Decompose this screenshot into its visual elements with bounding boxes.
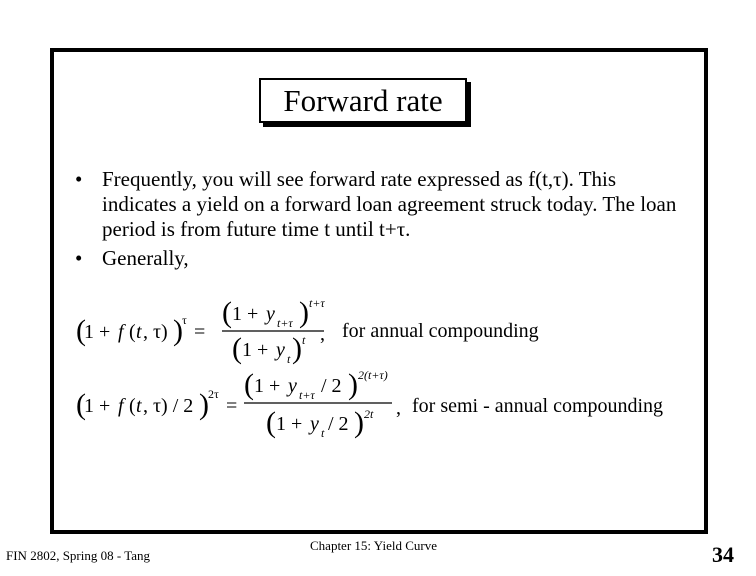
svg-text:1 +: 1 +	[276, 413, 303, 435]
svg-text:1 +: 1 +	[254, 375, 281, 397]
svg-text:,: ,	[396, 397, 401, 419]
svg-text:(: (	[232, 332, 242, 365]
svg-text:t: t	[302, 333, 306, 347]
svg-text:(: (	[129, 395, 136, 417]
svg-text:,: ,	[320, 323, 325, 345]
svg-text:=: =	[194, 321, 206, 343]
semiannual-caption: for semi - annual compounding	[412, 395, 664, 417]
svg-text:t+τ: t+τ	[277, 316, 293, 330]
svg-text:t: t	[136, 395, 142, 417]
svg-text:): )	[354, 406, 364, 439]
svg-text:(: (	[222, 296, 232, 329]
svg-text:(: (	[129, 321, 136, 343]
bullet-item	[72, 167, 692, 242]
slide-title: Forward rate	[259, 78, 467, 123]
title-box	[259, 78, 467, 123]
bullet-item	[72, 246, 692, 271]
svg-text:y: y	[310, 413, 319, 435]
svg-text:=: =	[226, 395, 238, 417]
equation-annual-graphic	[76, 296, 696, 370]
svg-text:t: t	[321, 426, 325, 440]
svg-text:/ 2: / 2	[321, 375, 342, 397]
svg-text:τ: τ	[182, 313, 187, 327]
bullet-text: Frequently, you will see forward rate expressed as f(t,τ). This indicates a yield on a forward loan agreement struck today. The loan period is from future time t until t+τ.	[102, 167, 677, 241]
svg-text:, τ) / 2: , τ) / 2	[143, 395, 194, 417]
svg-text:f: f	[118, 321, 124, 343]
footer-course: FIN 2802, Spring 08 - Tang	[6, 548, 151, 563]
svg-text:(: (	[266, 406, 276, 439]
svg-text:, τ): , τ)	[143, 321, 168, 343]
svg-text:1 +: 1 +	[84, 395, 111, 417]
equation-semiannual-graphic	[76, 368, 716, 447]
svg-text:y: y	[266, 303, 275, 325]
page-number: 34	[712, 542, 734, 567]
svg-text:1 +: 1 +	[84, 321, 111, 343]
svg-text:(: (	[76, 314, 86, 347]
bullet-list	[72, 167, 692, 275]
svg-text:): )	[348, 368, 358, 401]
annual-caption: for annual compounding	[342, 320, 539, 342]
equation-semiannual	[76, 368, 716, 447]
svg-text:1 +: 1 +	[242, 339, 269, 361]
svg-text:t: t	[136, 321, 142, 343]
svg-text:y: y	[288, 375, 297, 397]
svg-text:): )	[173, 314, 183, 347]
svg-text:1 +: 1 +	[232, 303, 259, 325]
equation-annual	[76, 296, 696, 370]
svg-text:(: (	[244, 368, 254, 401]
svg-text:2(t+τ): 2(t+τ)	[358, 368, 388, 382]
svg-text:f: f	[118, 395, 124, 417]
bullet-marker: •	[75, 246, 83, 270]
svg-text:y: y	[276, 339, 285, 361]
footer-chapter: Chapter 15: Yield Curve	[310, 538, 437, 553]
svg-text:): )	[199, 388, 209, 421]
bullet-marker: •	[75, 167, 83, 191]
svg-text:/ 2: / 2	[328, 413, 349, 435]
slide-frame	[50, 48, 708, 534]
svg-text:2τ: 2τ	[208, 387, 219, 401]
svg-text:t+τ: t+τ	[309, 296, 325, 310]
svg-text:): )	[292, 332, 302, 365]
svg-text:2t: 2t	[364, 407, 374, 421]
svg-text:t+τ: t+τ	[299, 388, 315, 402]
svg-text:t: t	[287, 352, 291, 366]
svg-text:(: (	[76, 388, 86, 421]
bullet-text: Generally,	[102, 246, 189, 270]
svg-text:): )	[299, 296, 309, 329]
